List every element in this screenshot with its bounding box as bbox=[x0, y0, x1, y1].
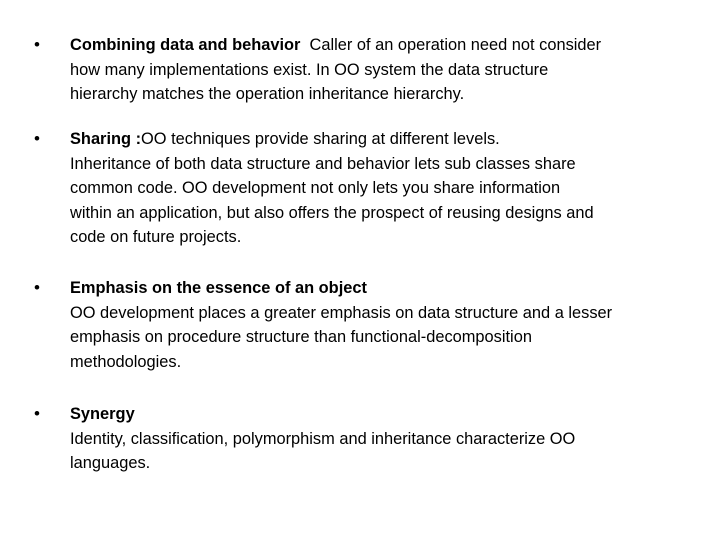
bullet-dot: • bbox=[34, 129, 40, 148]
bullet-heading: Emphasis on the essence of an object bbox=[70, 279, 367, 297]
bullet-first-line bbox=[70, 33, 682, 58]
bullet-text bbox=[70, 276, 682, 374]
bullet-heading: Synergy bbox=[70, 405, 135, 423]
bullet-line: languages. bbox=[70, 454, 151, 472]
bullet-line: Identity, classification, polymorphism and inheritance characterize OO bbox=[70, 429, 576, 448]
bullet-text bbox=[70, 402, 682, 476]
bullet-line: hierarchy matches the operation inheritance hierarchy. bbox=[70, 85, 465, 103]
bullet-text bbox=[70, 33, 682, 107]
bullet-line: within an application, but also offers the prospect of reusing designs and bbox=[70, 203, 594, 222]
bullet-first-line bbox=[70, 127, 682, 152]
bullet-first-line-tail: OO techniques provide sharing at different levels. bbox=[141, 130, 500, 148]
bullet-heading: Sharing : bbox=[70, 130, 142, 148]
bullet-line: methodologies. bbox=[70, 352, 182, 371]
bullet-line: code on future projects. bbox=[70, 228, 242, 246]
bullet-dot: • bbox=[34, 404, 40, 423]
bullet-first-line-tail: Caller of an operation need not consider bbox=[300, 36, 602, 54]
bullet-dot: • bbox=[34, 278, 40, 297]
bullet-dot: • bbox=[34, 35, 40, 54]
bullet-line: how many implementations exist. In OO system the data structure bbox=[70, 60, 549, 79]
bullet-line: Inheritance of both data structure and behavior lets sub classes share bbox=[70, 154, 576, 173]
bullet-heading: Combining data and behavior bbox=[70, 36, 301, 54]
bullet-text bbox=[70, 127, 682, 250]
bullet-line: common code. OO development not only lets you share information bbox=[70, 179, 561, 197]
bullet-line: OO development places a greater emphasis on data structure and a lesser bbox=[70, 303, 613, 322]
bullet-line: emphasis on procedure structure than functional-decomposition bbox=[70, 328, 532, 346]
